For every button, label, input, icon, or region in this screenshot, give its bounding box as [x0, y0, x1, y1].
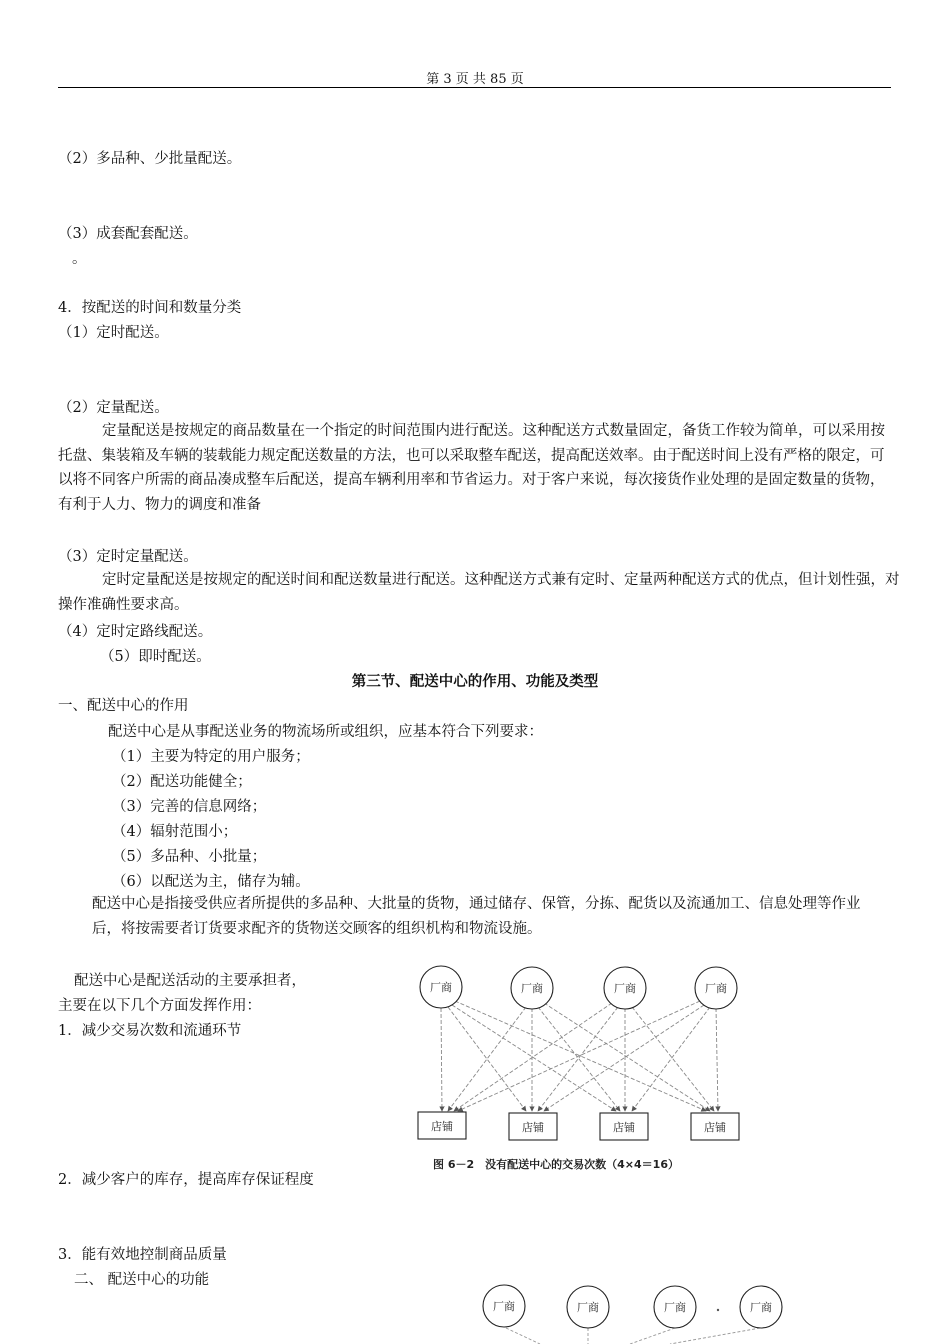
- para-timed-quantity: 定时定量配送是按规定的配送时间和配送数量进行配送。这种配送方式兼有定时、定量两种配送方式的优点，但计划性强，对操作准确性要求高。: [58, 572, 900, 613]
- store-nodes: [418, 1112, 739, 1140]
- line-instant: （5）即时配送。: [100, 649, 211, 665]
- line-main-actor: 配送中心是配送活动的主要承担者，: [74, 973, 306, 989]
- figure-no-distribution-center: [408, 955, 758, 1180]
- heading-time-quantity: 4．按配送的时间和数量分类: [58, 300, 242, 316]
- para-fixed-quantity: 定量配送是按规定的商品数量在一个指定的时间范围内进行配送。这种配送方式数量固定，备货工作较为简单，可以采用按托盘、集装箱及车辆的装载能力规定配送数量的方法，也可以采取整车配送，提高配送效率。由于配送时间上没有严格的限定，可以将不同客户所需的商品凑成整车后配送，提高车辆利用率和节省运力。对于客户来说，每次接货作业处理的是固定数量的货物，有利于人力、物力的调度和准备: [58, 423, 885, 513]
- requirement-item: （4）辐射范围小；: [112, 824, 238, 840]
- line-requirements-intro: 配送中心是从事配送业务的物流场所或组织，应基本符合下列要求：: [108, 724, 543, 740]
- factory-label: 厂商: [750, 1301, 772, 1314]
- store-label: 店铺: [613, 1121, 635, 1134]
- factory-nodes: [420, 966, 737, 1009]
- requirement-item: （3）完善的信息网络；: [112, 799, 267, 815]
- requirement-item: （5）多品种、小批量；: [112, 849, 267, 865]
- line-fixed-quantity: （2）定量配送。: [58, 400, 169, 416]
- header-rule: [58, 87, 891, 88]
- line-timed-quantity: （3）定时定量配送。: [58, 549, 198, 565]
- line-main-actor-cont: 主要在以下几个方面发挥作用：: [58, 998, 261, 1014]
- point-quality-control: 3．能有效地控制商品质量: [58, 1247, 227, 1263]
- factory-label: 厂商: [705, 982, 727, 995]
- requirement-item: （6）以配送为主，储存为辅。: [112, 874, 310, 890]
- heading-role: 一、配送中心的作用: [58, 698, 189, 714]
- factory-label: 厂商: [664, 1301, 686, 1314]
- line-timed-delivery: （1）定时配送。: [58, 325, 169, 341]
- line-timed-route: （4）定时定路线配送。: [58, 624, 213, 640]
- factory-label: 厂商: [614, 982, 636, 995]
- factory-label: 厂商: [577, 1301, 599, 1314]
- requirement-item: （2）配送功能健全；: [112, 774, 252, 790]
- figure-with-distribution-center: [470, 1280, 800, 1344]
- page-header: 第 3 页 共 85 页: [426, 72, 524, 87]
- store-label: 店铺: [522, 1121, 544, 1134]
- point-reduce-inventory: 2．减少客户的库存，提高库存保证程度: [58, 1172, 314, 1188]
- heading-functions: 二、 配送中心的功能: [74, 1272, 210, 1288]
- requirement-item: （1）主要为特定的用户服务；: [112, 749, 310, 765]
- line-multi-variety: （2）多品种、少批量配送。: [58, 151, 242, 167]
- point-reduce-transactions: 1．减少交易次数和流通环节: [58, 1023, 242, 1039]
- figure-caption: 图 6－2 没有配送中心的交易次数（4×4＝16）: [433, 1158, 679, 1171]
- line-kit-delivery: （3）成套配套配送。: [58, 226, 198, 242]
- section-title: 第三节、配送中心的作用、功能及类型: [351, 673, 599, 690]
- store-label: 店铺: [431, 1120, 453, 1133]
- factory-label: 厂商: [493, 1300, 515, 1313]
- line-stray-mark: 。: [72, 251, 87, 267]
- store-label: 店铺: [704, 1121, 726, 1134]
- para-definition: 配送中心是指接受供应者所提供的多品种、大批量的货物，通过储存、保管，分拣、配货以及流通加工、信息处理等作业后，将按需要者订货要求配齐的货物送交顾客的组织机构和物流设施。: [92, 896, 861, 937]
- factory-label: 厂商: [521, 982, 543, 995]
- factory-label: 厂商: [430, 981, 452, 994]
